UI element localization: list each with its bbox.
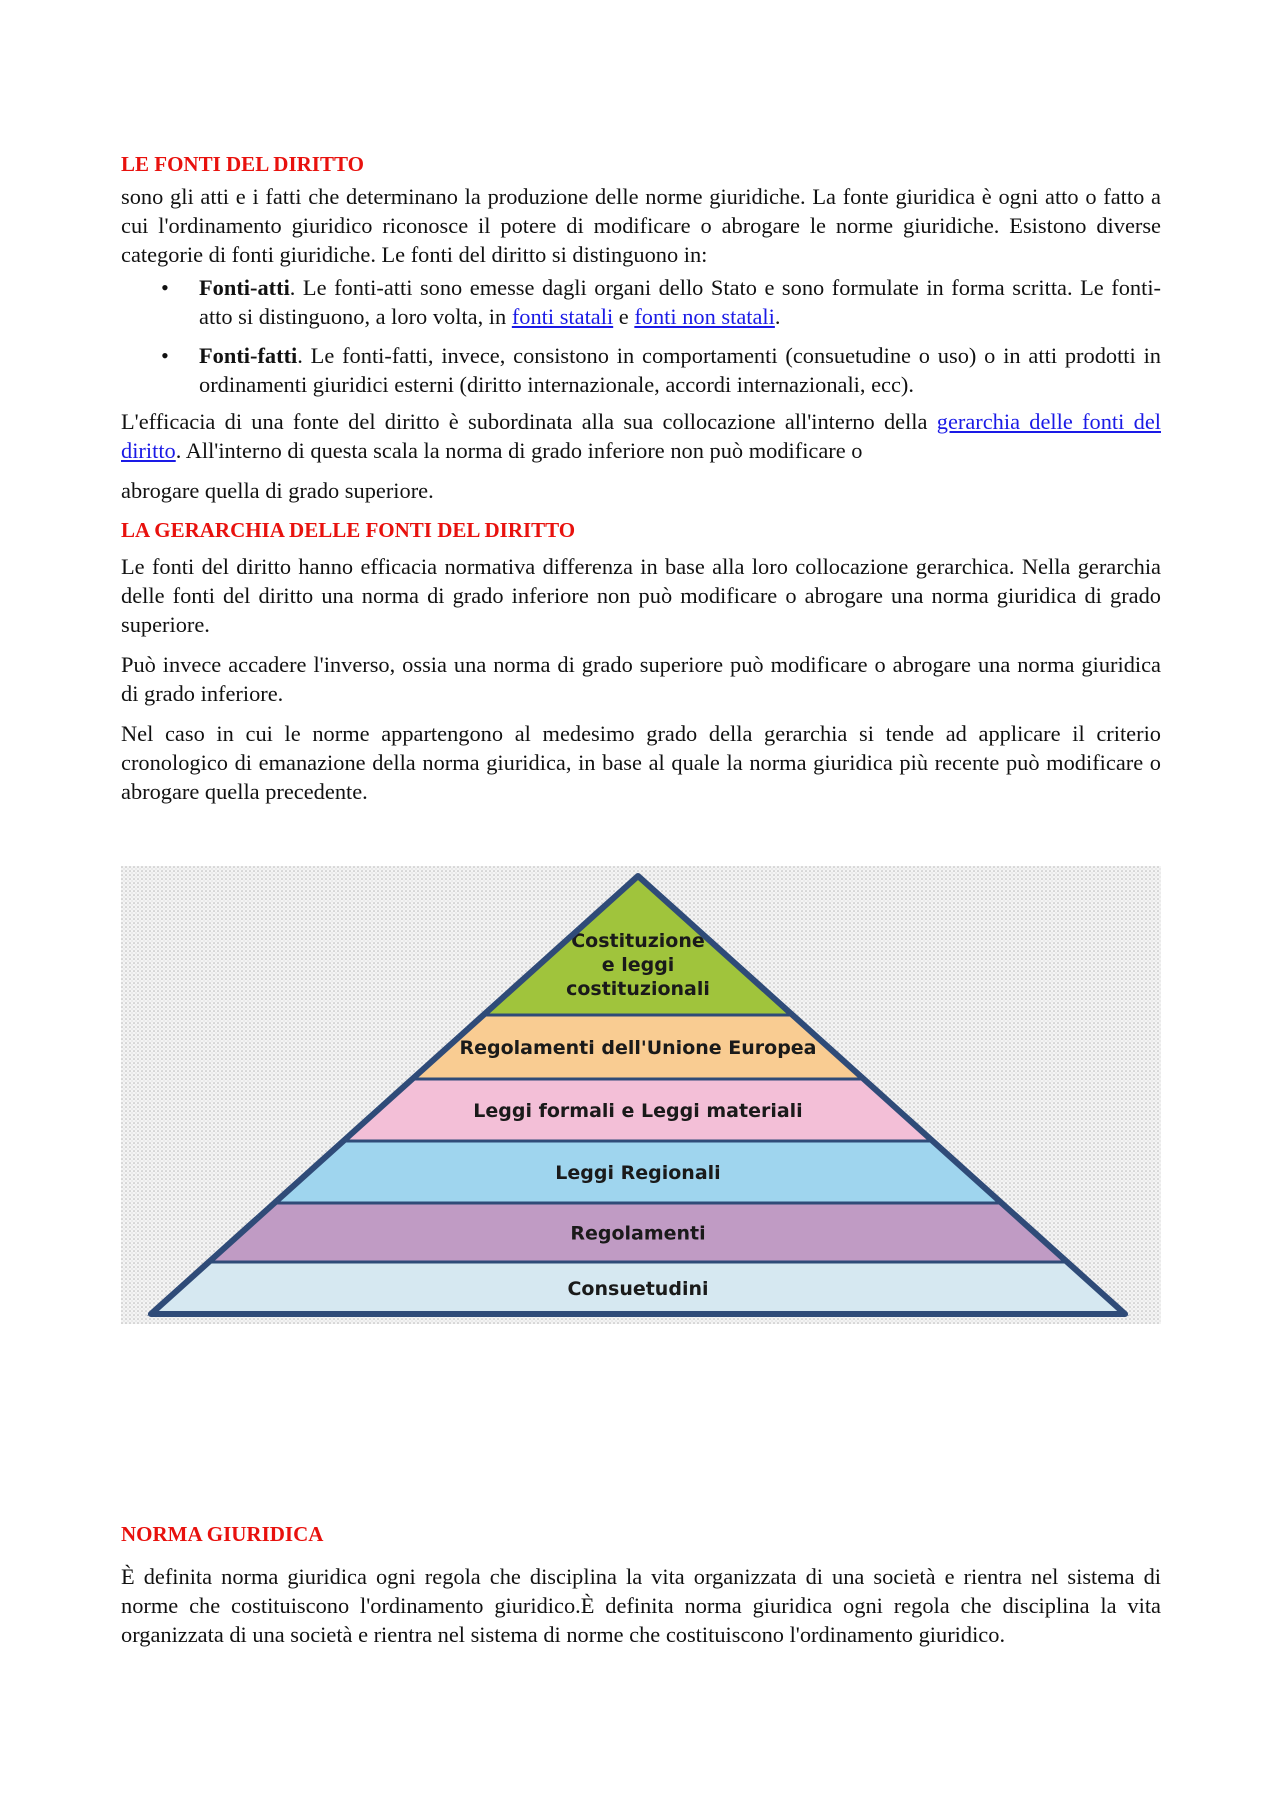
efficacy-text-after: . All'interno di questa scala la norma di grado inferiore non può modificare o (175, 438, 863, 463)
pyramid-level-label: e leggi (601, 954, 675, 976)
link-gerarchia-fonti[interactable]: gerarchia delle fonti del diritto (121, 409, 1161, 463)
list-item-fonti-fatti (121, 341, 1161, 399)
link-fonti-statali[interactable]: fonti statali (511, 304, 614, 329)
link-fonti-non-statali[interactable]: fonti non statali (634, 304, 775, 329)
sources-list (121, 273, 1161, 399)
fonti-fatti-text: . Le fonti-fatti, invece, consistono in comportamenti (consuetudine o uso) o in atti prodotti in ordinamenti giuridici esterni (diritto internazionale, accordi internazionali, ecc). (199, 343, 1161, 397)
pyramid-level-label: Costituzione (571, 930, 705, 952)
gerarchia-paragraph-3: Nel caso in cui le norme appartengono al medesimo grado della gerarchia si tende ad applicare il criterio cronologico di emanazione della norma giuridica, in base al quale la norma giuridica più recente può modificare o abrogare quella precedente. (121, 721, 1161, 804)
norma-section (121, 1520, 1161, 1649)
fonti-atti-end: . (774, 304, 781, 329)
norma-paragraph: È definita norma giuridica ogni regola che disciplina la vita organizzata di una società e rientra nel sistema di norme che costituiscono l'ordinamento giuridico.È definita norma giuridica ogni regola che disciplina la vita organizzata di una società e rientra nel sistema di norme che costituiscono l'ordinamento giuridico. (121, 1564, 1161, 1647)
pyramid-level-label: Regolamenti (570, 1222, 706, 1245)
bullet-marker: • (161, 275, 169, 300)
pyramid-figure (121, 866, 1161, 1324)
fonti-atti-text: . Le fonti-atti sono emesse dagli organi dello Stato e sono formulate in forma scritta. Le fonti-atto si distinguono, a loro volta, in (199, 275, 1161, 329)
pyramid-level-label: Regolamenti dell'Unione Europea (459, 1037, 817, 1059)
list-item-fonti-atti (121, 273, 1161, 331)
pyramid-diagram (121, 866, 1161, 1324)
section-title-fonti: LE FONTI DEL DIRITTO (121, 152, 364, 176)
fonti-atti-conj: e (613, 304, 635, 329)
pyramid-level-label: Consuetudini (567, 1278, 709, 1300)
gerarchia-paragraph-1: Le fonti del diritto hanno efficacia normativa differenza in base alla loro collocazione gerarchica. Nella gerarchia delle fonti del diritto una norma di grado inferiore non può modificare o abrogare una norma giuridica di grado superiore. (121, 554, 1161, 637)
gerarchia-paragraph-2: Può invece accadere l'inverso, ossia una norma di grado superiore può modificare o abrogare una norma giuridica di grado inferiore. (121, 652, 1161, 706)
section-title-norma: NORMA GIURIDICA (121, 1522, 324, 1546)
efficacy-paragraph (121, 407, 1161, 465)
pyramid-level-label: Leggi Regionali (555, 1162, 721, 1184)
term-fonti-fatti: Fonti-fatti (199, 343, 298, 368)
section-title-gerarchia: LA GERARCHIA DELLE FONTI DEL DIRITTO (121, 518, 576, 542)
efficacy-text: L'efficacia di una fonte del diritto è subordinata alla sua collocazione all'interno della (121, 409, 937, 434)
bullet-marker: • (161, 343, 169, 368)
efficacy-paragraph-end: abrogare quella di grado superiore. (121, 478, 434, 503)
pyramid-level-label: costituzionali (566, 978, 710, 1000)
intro-paragraph: sono gli atti e i fatti che determinano la produzione delle norme giuridiche. La fonte giuridica è ogni atto o fatto a cui l'ordinamento giuridico riconosce il potere di modificare o abrogare le norme giuridiche. Esistono diverse categorie di fonti giuridiche. Le fonti del diritto si distinguono in: (121, 184, 1161, 267)
document-page (121, 150, 1161, 806)
term-fonti-atti: Fonti-atti (199, 275, 290, 300)
pyramid-level-label: Leggi formali e Leggi materiali (473, 1100, 803, 1122)
